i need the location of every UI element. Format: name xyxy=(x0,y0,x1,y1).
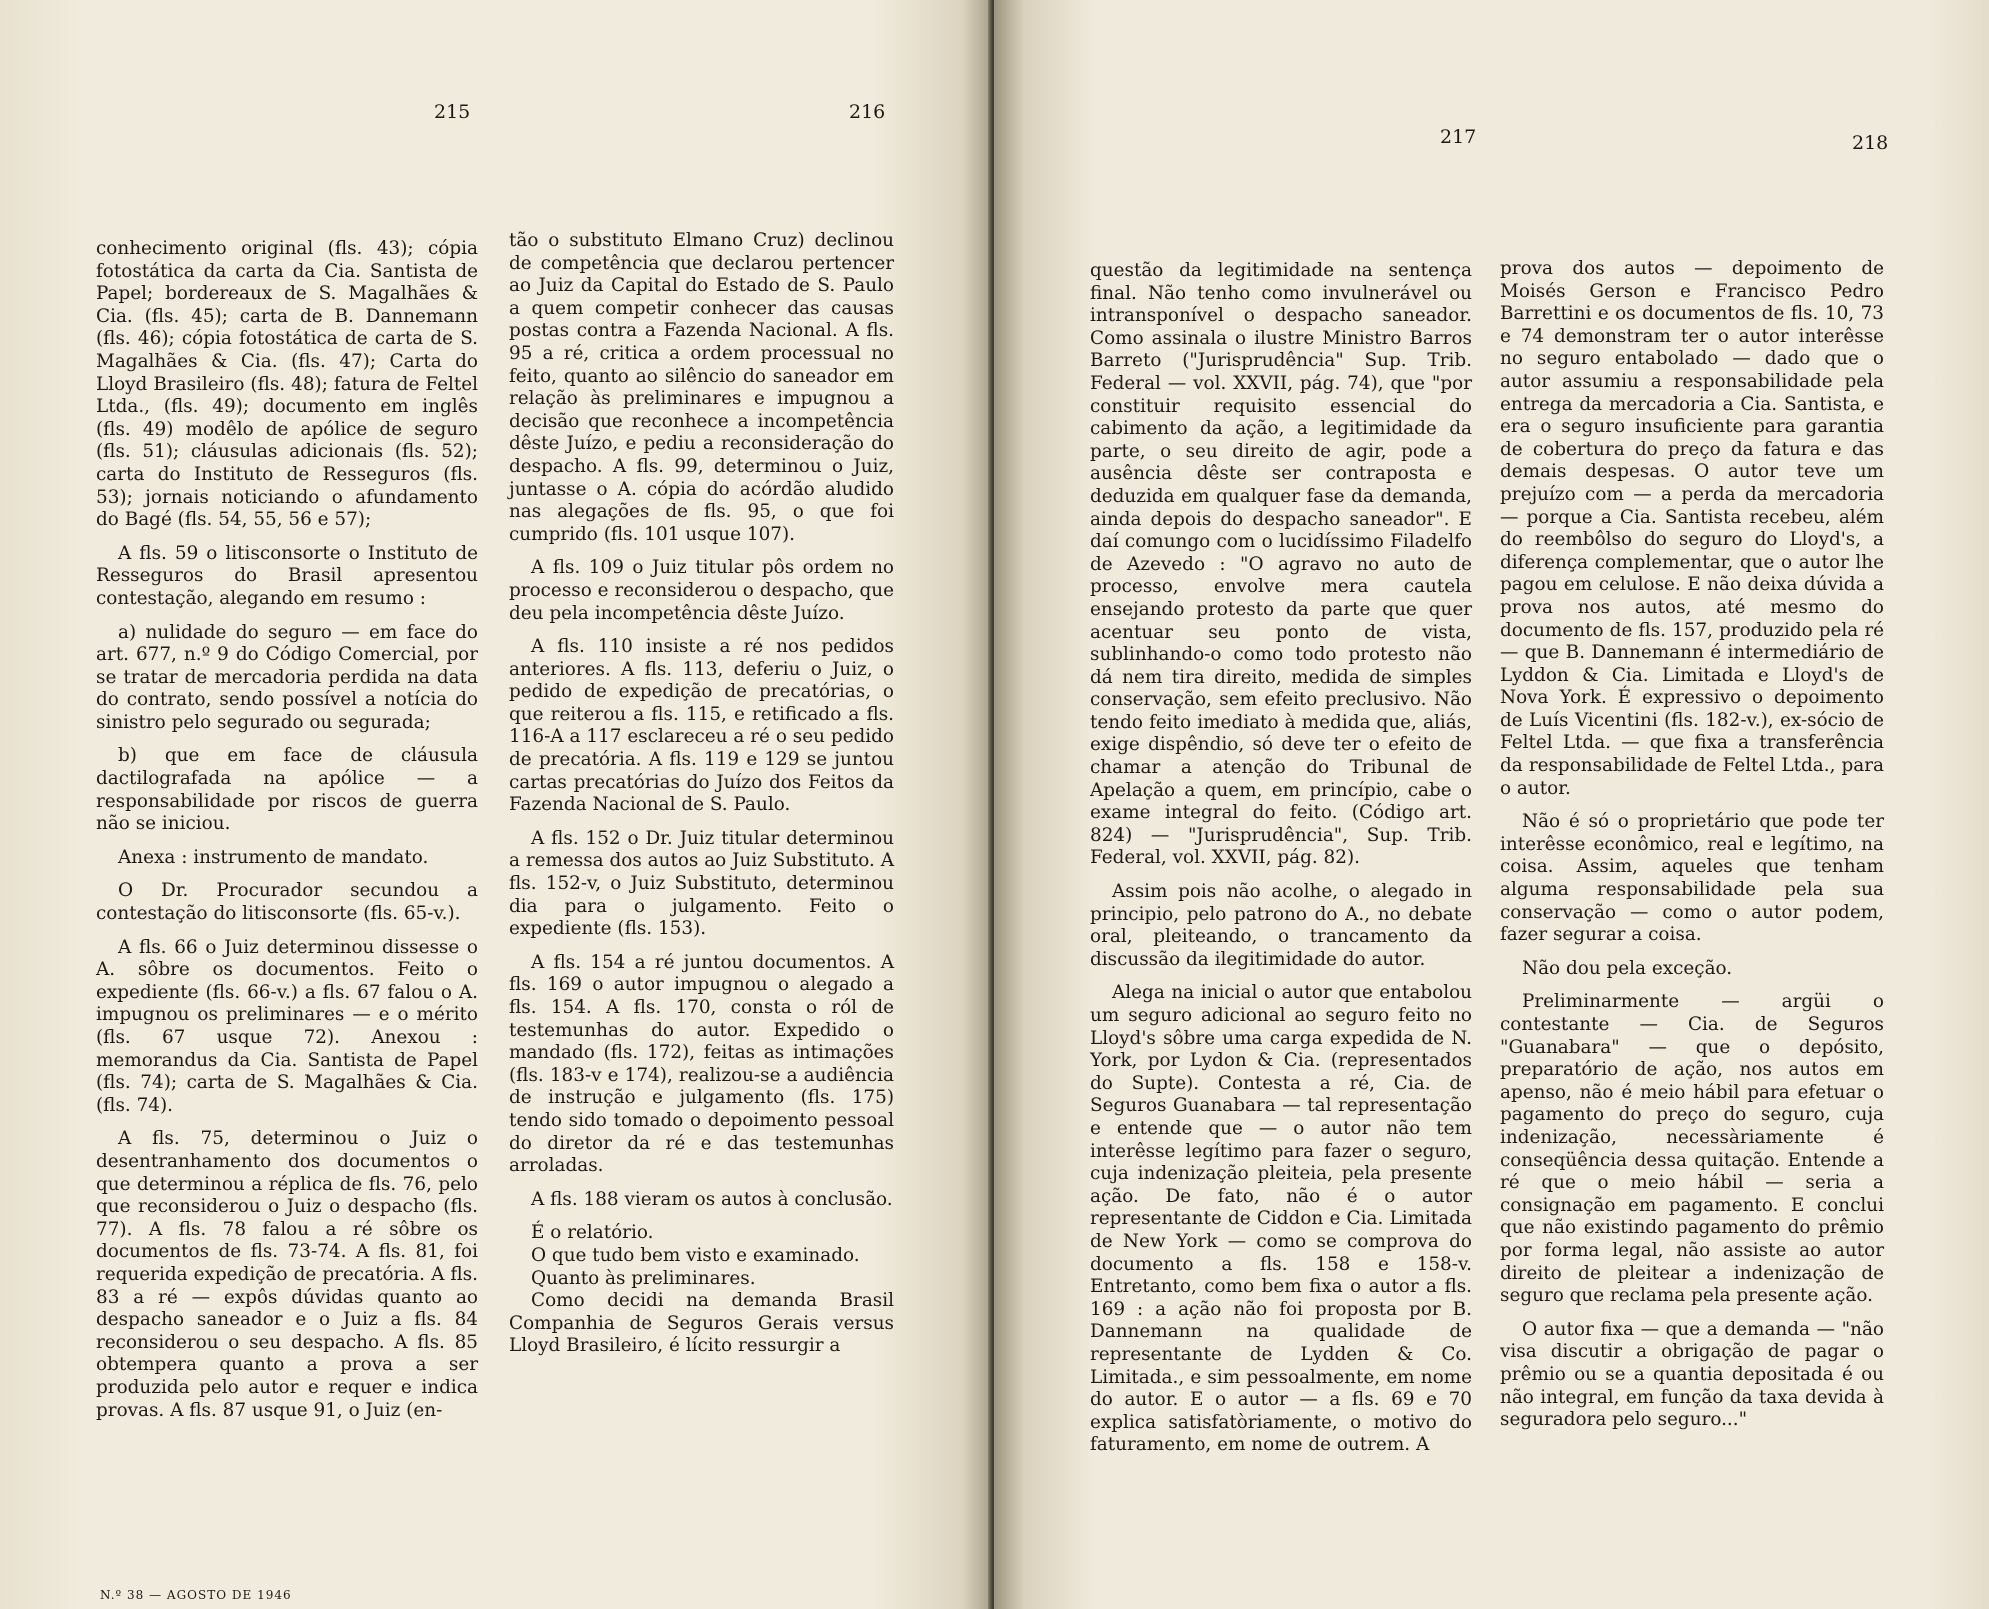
paragraph: A fls. 188 vieram os autos à conclusão. xyxy=(531,1188,893,1210)
page-number-216: 216 xyxy=(849,101,886,123)
paragraph: A fls. 66 o Juiz determinou dissesse o A. sôbre os documentos. Feito o expediente (fls. 66-v.) a fls. 67 falou o A. impugnou os preliminares — e o mérito (fls. 67 usque 72). Anexou : memorandus da Cia. Santista de Papel (fls. 74); carta de S. Magalhães & Cia. (fls. 74). xyxy=(96,936,478,1116)
paragraph: O Dr. Procurador secundou a contestação do litisconsorte (fls. 65-v.). xyxy=(96,880,478,925)
paragraph: A fls. 109 o Juiz titular pôs ordem no processo e reconsiderou o despacho, que deu pela incompetência dêste Juízo. xyxy=(509,557,894,624)
paragraph: a) nulidade do seguro — em face do art. 677, n.º 9 do Código Comercial, por se tratar de mercadoria perdida na data do contrato, sendo possível a notícia do sinistro pelo segurado ou segurada; xyxy=(96,621,478,733)
column-2 xyxy=(509,230,894,1369)
right-page xyxy=(994,0,1989,1609)
paragraph: A fls. 59 o litisconsorte o Instituto de Resseguros do Brasil apresentou contestação, alegando em resumo : xyxy=(96,542,478,609)
paragraph: A fls. 152 o Dr. Juiz titular determinou a remessa dos autos ao Juiz Substituto. A fls. 152-v, o Juiz Substituto, determinou dia para o julgamento. Feito o expediente (fls. 153). xyxy=(509,827,894,940)
paragraph: prova dos autos — depoimento de Moisés Gerson e Francisco Pedro Barrettini e os documentos de fls. 10, 73 e 74 demonstram ter o autor interêsse no seguro entabolado — dado que o autor assumiu a responsabilidade pela entrega da mercadoria a Cia. Santista, e era o seguro insuficiente para garantia de cobertura do preço da fatura e das demais despesas. O autor teve um prejuízo com — a perda da mercadoria — porque a Cia. Santista recebeu, além do reembôlso do seguro do Lloyd's, a diferença complementar, que o autor lhe pagou em celulose. E não deixa dúvida a prova nos autos, até mesmo do documento de fls. 157, produzido pela ré — que B. Dannemann é intermediário de Lyddon & Cia. Limitada e Lloyd's de Nova York. É expressivo o depoimento de Luís Vicentini (fls. 182-v.), ex-sócio de Feltel Ltda. — que fixa a transferência da responsabilidade de Feltel Ltda., para o autor. xyxy=(1500,258,1884,799)
column-3 xyxy=(1090,260,1472,1468)
paragraph: Não dou pela exceção. xyxy=(1522,957,1733,979)
paragraph: Não é só o proprietário que pode ter interêsse econômico, real e legítimo, na coisa. Assim, aqueles que tenham alguma responsabilidade pela sua conservação — como o autor podem, fazer segurar a coisa. xyxy=(1500,811,1884,946)
paragraph: A fls. 110 insiste a ré nos pedidos anteriores. A fls. 113, deferiu o Juiz, o pedido de expedição de precatórias, o que reiterou a fls. 115, e retificado a fls. 116-A a 117 esclareceu a ré o seu pedido de precatória. A fls. 119 e 129 se juntou cartas precatórias do Juízo dos Feitos da Fazenda Nacional de S. Paulo. xyxy=(509,636,894,816)
paragraph: Assim pois não acolhe, o alegado in principio, pelo patrono do A., no debate oral, pleiteando, o trancamento da discussão da ilegitimidade do autor. xyxy=(1090,881,1472,970)
page-number-217: 217 xyxy=(1440,126,1477,148)
paragraph: Quanto às preliminares. xyxy=(531,1267,756,1289)
paragraph: A fls. 75, determinou o Juiz o desentranhamento dos documentos o que determinou a réplica de fls. 76, pelo que reconsiderou o Juiz o despacho (fls. 77). A fls. 78 falou a ré sôbre os documentos de fls. 73-74. A fls. 81, foi requerida expedição de precatória. A fls. 83 a ré — expôs dúvidas quanto ao despacho saneador e o Juiz a fls. 84 reconsiderou o seu despacho. A fls. 85 obtempera quanto a prova a ser produzida pelo autor e requer e indica provas. A fls. 87 usque 91, o Juiz (en- xyxy=(96,1128,478,1421)
paragraph: Alega na inicial o autor que entabolou um seguro adicional ao seguro feito no Lloyd's sôbre uma carga expedida de N. York, por Lydon & Cia. (representados do Supte). Contesta a ré, Cia. de Seguros Guanabara — tal representação e entende que — o autor não tem interêsse legítimo para fazer o seguro, cuja indenização pleiteia, pela presente ação. De fato, não é o autor representante de Ciddon e Cia. Limitada de New York — como se comprova do documento a fls. 158 e 158-v. Entretanto, como bem fixa o autor a fls. 169 : a ação não foi proposta por B. Dannemann na qualidade de representante de Lydden & Co. Limitada., e sim pessoalmente, em nome do autor. E o autor — a fls. 69 e 70 explica satisfatòriamente, o motivo do faturamento, em nome de outrem. A xyxy=(1090,982,1472,1456)
column-4 xyxy=(1500,258,1884,1443)
column-1 xyxy=(96,238,478,1433)
paragraph: Preliminarmente — argüi o contestante — Cia. de Seguros "Guanabara" — que o depósito, preparatório de ação, nos autos em apenso, não é meio hábil para efetuar o pagamento do preço do seguro, cuja indenização, necessàriamente é conseqüência dessa quitação. Entende a ré que o meio hábil — seria a consignação em pagamento. E conclui que não existindo pagamento do prêmio por forma legal, não assiste ao autor direito de pleitear a indenização de seguro que reclama pela presente ação. xyxy=(1500,991,1884,1307)
paragraph: tão o substituto Elmano Cruz) declinou de competência que declarou pertencer ao Juiz da Capital do Estado de S. Paulo a quem competir conhecer das causas postas contra a Fazenda Nacional. A fls. 95 a ré, critica a ordem processual no feito, quanto ao silêncio do saneador em relação às preliminares e impugnou a decisão que reconhece a incompetência dêste Juízo, e pediu a reconsideração do despacho. A fls. 99, determinou o Juiz, juntasse o A. cópia do acórdão aludido nas alegações de fls. 95, o que foi cumprido (fls. 101 usque 107). xyxy=(509,230,894,545)
page-number-218: 218 xyxy=(1852,132,1889,154)
left-page xyxy=(0,0,992,1609)
paragraph: questão da legitimidade na sentença final. Não tenho como invulnerável ou intransponível o despacho saneador. Como assinala o ilustre Ministro Barros Barreto ("Jurisprudência" Sup. Trib. Federal — vol. XXVII, pág. 74), que "por constituir requisito essencial do cabimento da ação, a legitimidade da parte, o seu direito de agir, pode a ausência dêste ser contraposta e deduzida em qualquer fase da demanda, ainda depois do despacho saneador". E daí comungo com o lucidíssimo Filadelfo de Azevedo : "O agravo no auto de processo, envolve mera cautela ensejando protesto da parte que quer acentuar seu ponto de vista, sublinhando-o como todo protesto não dá nem tira direito, medida de simples conservação, sem efeito preclusivo. Não tendo feito imediato à medida que, aliás, exige dispêndio, só deve ter o efeito de chamar a atenção do Tribunal de Apelação a quem, em princípio, cabe o exame integral do feito. (Código art. 824) — "Jurisprudência", Sup. Trib. Federal, vol. XXVII, pág. 82). xyxy=(1090,260,1472,869)
page-number-215: 215 xyxy=(434,101,471,123)
paragraph: Como decidi na demanda Brasil Companhia de Seguros Gerais versus Lloyd Brasileiro, é lícito ressurgir a xyxy=(509,1290,894,1357)
paragraph: O que tudo bem visto e examinado. xyxy=(531,1244,860,1266)
paragraph: Anexa : instrumento de mandato. xyxy=(118,846,429,868)
paragraph: b) que em face de cláusula dactilografada na apólice — a responsabilidade por riscos de guerra não se iniciou. xyxy=(96,745,478,835)
footer-issue: N.º 38 — AGOSTO DE 1946 xyxy=(100,1588,292,1602)
paragraph: conhecimento original (fls. 43); cópia fotostática da carta da Cia. Santista de Papel; bordereaux de S. Magalhães & Cia. (fls. 45); carta de B. Dannemann (fls. 46); cópia fotostática de carta de S. Magalhães & Cia. (fls. 47); Carta do Lloyd Brasileiro (fls. 48); fatura de Feltel Ltda., (fls. 49); documento em inglês (fls. 49) modêlo de apólice de seguro (fls. 51); cláusulas adicionais (fls. 52); carta do Instituto de Resseguros (fls. 53); jornais noticiando o afundamento do Bagé (fls. 54, 55, 56 e 57); xyxy=(96,238,478,531)
paragraph: A fls. 154 a ré juntou documentos. A fls. 169 o autor impugnou o alegado a fls. 154. A fls. 170, consta o ról de testemunhas do autor. Expedido o mandado (fls. 172), feitas as intimações (fls. 183-v e 174), realizou-se a audiência de instrução e julgamento (fls. 175) tendo sido tomado o depoimento pessoal do diretor da ré e das testemunhas arroladas. xyxy=(509,951,894,1177)
paragraph: O autor fixa — que a demanda — "não visa discutir a obrigação de pagar o prêmio ou se a quantia depositada é ou não integral, em função da taxa devida à seguradora pelo seguro..." xyxy=(1500,1318,1884,1431)
paragraph: É o relatório. xyxy=(531,1222,654,1244)
